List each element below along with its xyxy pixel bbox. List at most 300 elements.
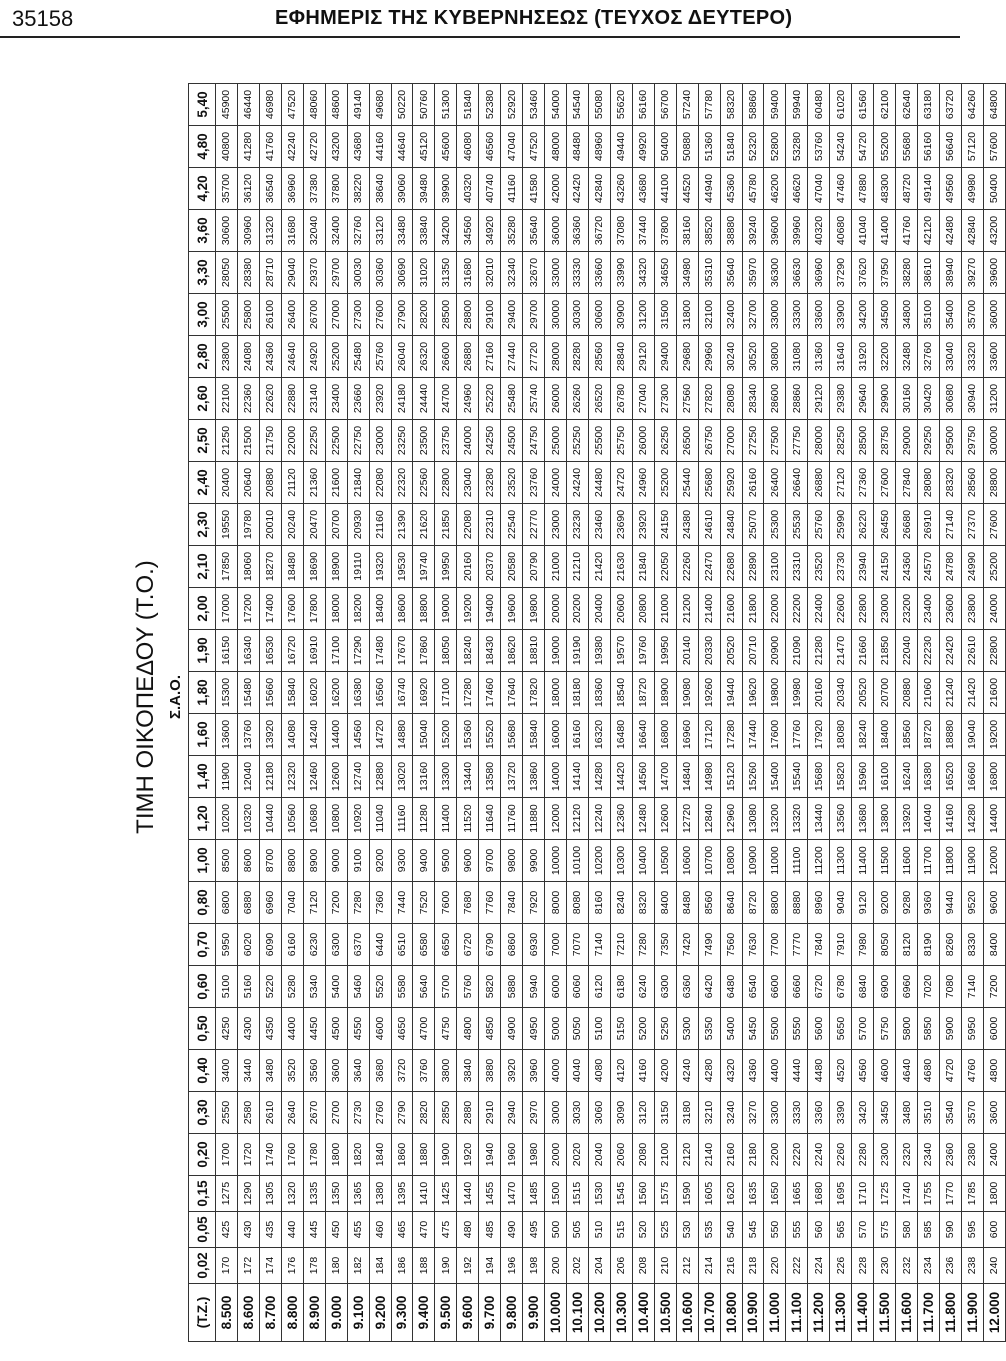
price-cell: 216	[720, 1248, 742, 1284]
price-cell: 25200	[325, 336, 347, 378]
price-cell: 21750	[259, 420, 281, 462]
price-cell: 38880	[720, 210, 742, 252]
price-cell: 234	[918, 1248, 940, 1284]
price-cell: 41160	[501, 168, 523, 210]
price-cell: 570	[852, 1212, 874, 1248]
price-cell: 48060	[303, 84, 325, 126]
price-cell: 12180	[259, 756, 281, 798]
price-cell: 4850	[479, 1008, 501, 1050]
price-cell: 24150	[654, 504, 676, 546]
price-cell: 2670	[303, 1092, 325, 1134]
page-number: 35158	[12, 6, 74, 31]
price-cell: 23200	[896, 588, 918, 630]
price-cell: 18540	[610, 672, 632, 714]
price-cell: 45600	[435, 126, 457, 168]
price-cell: 22400	[808, 588, 830, 630]
price-cell: 6930	[523, 924, 545, 966]
price-cell: 19800	[523, 588, 545, 630]
price-cell: 57780	[698, 84, 720, 126]
price-cell: 21850	[435, 504, 457, 546]
price-cell: 40320	[457, 168, 479, 210]
price-cell: 19400	[479, 588, 501, 630]
price-cell: 20640	[237, 462, 259, 504]
price-cell: 218	[742, 1248, 764, 1284]
price-cell: 1785	[961, 1176, 983, 1212]
price-cell: 28340	[742, 378, 764, 420]
price-cell: 25740	[523, 378, 545, 420]
price-cell: 28000	[808, 420, 830, 462]
price-cell: 9500	[435, 840, 457, 882]
price-cell: 19600	[501, 588, 523, 630]
price-cell: 18720	[632, 672, 654, 714]
price-cell: 48300	[874, 168, 896, 210]
price-cell: 24000	[545, 462, 567, 504]
price-cell: 13860	[523, 756, 545, 798]
price-cell: 12720	[676, 798, 698, 840]
price-cell: 46620	[786, 168, 808, 210]
price-cell: 26320	[413, 336, 435, 378]
price-cell: 10200	[216, 798, 238, 840]
price-cell: 7440	[391, 882, 413, 924]
table-row	[874, 84, 896, 1342]
price-cell: 24720	[610, 462, 632, 504]
price-cell: 24990	[961, 546, 983, 588]
price-cell: 7210	[610, 924, 632, 966]
sao-column-header: 2,10	[189, 546, 216, 588]
price-cell: 24180	[391, 378, 413, 420]
sao-column-header: 1,00	[189, 840, 216, 882]
price-cell: 4080	[588, 1050, 610, 1092]
price-cell: 1800	[983, 1176, 1005, 1212]
price-cell: 5520	[369, 966, 391, 1008]
price-cell: 23500	[413, 420, 435, 462]
price-cell: 55080	[588, 84, 610, 126]
price-cell: 27750	[786, 420, 808, 462]
price-cell: 1605	[698, 1176, 720, 1212]
price-cell: 10440	[259, 798, 281, 840]
price-cell: 26520	[588, 378, 610, 420]
price-cell: 28500	[435, 294, 457, 336]
price-cell: 15200	[435, 714, 457, 756]
price-cell: 4120	[610, 1050, 632, 1092]
price-cell: 3960	[523, 1050, 545, 1092]
price-cell: 20900	[764, 630, 786, 672]
price-cell: 39960	[786, 210, 808, 252]
price-cell: 28280	[567, 336, 589, 378]
price-cell: 29120	[632, 336, 654, 378]
price-cell: 43200	[325, 126, 347, 168]
price-cell: 3240	[720, 1092, 742, 1134]
price-cell: 64260	[961, 84, 983, 126]
price-cell: 7020	[918, 966, 940, 1008]
price-cell: 4600	[874, 1050, 896, 1092]
price-cell: 21600	[325, 462, 347, 504]
price-cell: 24700	[435, 378, 457, 420]
price-cell: 3560	[303, 1050, 325, 1092]
price-cell: 30600	[588, 294, 610, 336]
price-cell: 16240	[896, 756, 918, 798]
price-cell: 50220	[391, 84, 413, 126]
price-cell: 10800	[720, 840, 742, 882]
price-cell: 19380	[588, 630, 610, 672]
price-cell: 26000	[545, 378, 567, 420]
price-cell: 23920	[369, 378, 391, 420]
price-cell: 4480	[808, 1050, 830, 1092]
price-cell: 5950	[961, 1008, 983, 1050]
price-cell: 19440	[720, 672, 742, 714]
sao-column-header: 2,40	[189, 462, 216, 504]
price-cell: 37620	[852, 252, 874, 294]
tz-value: 12.000	[983, 1284, 1005, 1342]
price-cell: 1545	[610, 1176, 632, 1212]
price-cell: 29700	[325, 252, 347, 294]
price-cell: 25070	[742, 504, 764, 546]
price-cell: 18360	[588, 672, 610, 714]
price-cell: 22360	[237, 378, 259, 420]
price-cell: 2120	[676, 1134, 698, 1176]
price-cell: 40800	[216, 126, 238, 168]
price-cell: 1960	[501, 1134, 523, 1176]
price-cell: 8900	[303, 840, 325, 882]
price-cell: 13300	[435, 756, 457, 798]
price-cell: 6900	[874, 966, 896, 1008]
price-cell: 21400	[698, 588, 720, 630]
price-cell: 42840	[588, 168, 610, 210]
price-cell: 16000	[545, 714, 567, 756]
price-cell: 45120	[413, 126, 435, 168]
price-cell: 2790	[391, 1092, 413, 1134]
price-cell: 21280	[808, 630, 830, 672]
table-row	[939, 84, 961, 1342]
price-cell: 21840	[632, 546, 654, 588]
price-cell: 16380	[918, 756, 940, 798]
price-cell: 11640	[479, 798, 501, 840]
price-cell: 29250	[918, 420, 940, 462]
price-cell: 20930	[347, 504, 369, 546]
sao-column-header: 3,00	[189, 294, 216, 336]
price-cell: 32400	[720, 294, 742, 336]
price-cell: 34650	[654, 252, 676, 294]
price-cell: 14400	[983, 798, 1005, 840]
price-cell: 4300	[237, 1008, 259, 1050]
price-cell: 33840	[413, 210, 435, 252]
tz-value: 10.200	[588, 1284, 610, 1342]
price-cell: 228	[852, 1248, 874, 1284]
price-cell: 25760	[808, 504, 830, 546]
price-cell: 39270	[961, 252, 983, 294]
price-cell: 1740	[896, 1176, 918, 1212]
price-cell: 17800	[303, 588, 325, 630]
price-cell: 3270	[742, 1092, 764, 1134]
price-cell: 15120	[720, 756, 742, 798]
price-cell: 26910	[918, 504, 940, 546]
table-row	[654, 84, 676, 1342]
price-cell: 2910	[479, 1092, 501, 1134]
tz-value: 11.400	[852, 1284, 874, 1342]
price-cell: 3480	[896, 1092, 918, 1134]
table-row	[457, 84, 479, 1342]
price-cell: 14280	[961, 798, 983, 840]
price-cell: 21600	[720, 588, 742, 630]
price-cell: 9200	[874, 882, 896, 924]
price-cell: 9200	[369, 840, 391, 882]
price-cell: 27500	[764, 420, 786, 462]
price-cell: 25500	[216, 294, 238, 336]
price-cell: 23520	[501, 462, 523, 504]
price-cell: 19190	[567, 630, 589, 672]
price-cell: 2760	[369, 1092, 391, 1134]
price-cell: 4160	[632, 1050, 654, 1092]
price-cell: 4000	[545, 1050, 567, 1092]
price-cell: 19530	[391, 546, 413, 588]
price-cell: 7350	[654, 924, 676, 966]
price-cell: 22560	[413, 462, 435, 504]
price-cell: 24360	[259, 336, 281, 378]
table-row	[281, 84, 303, 1342]
price-cell: 20790	[523, 546, 545, 588]
price-cell: 9000	[325, 840, 347, 882]
price-cell: 51840	[457, 84, 479, 126]
price-cell: 5880	[501, 966, 523, 1008]
price-cell: 31680	[281, 210, 303, 252]
price-cell: 11040	[369, 798, 391, 840]
tz-value: 9.300	[391, 1284, 413, 1342]
tz-value: 8.700	[259, 1284, 281, 1342]
price-cell: 23760	[523, 462, 545, 504]
price-cell: 13720	[501, 756, 523, 798]
sao-column-header: 2,80	[189, 336, 216, 378]
price-cell: 1425	[435, 1176, 457, 1212]
price-cell: 34200	[435, 210, 457, 252]
price-cell: 15520	[479, 714, 501, 756]
price-cell: 39900	[435, 168, 457, 210]
price-cell: 18880	[939, 714, 961, 756]
price-cell: 44520	[676, 168, 698, 210]
price-cell: 174	[259, 1248, 281, 1284]
price-cell: 17670	[391, 630, 413, 672]
price-cell: 20200	[567, 588, 589, 630]
price-cell: 8240	[610, 882, 632, 924]
price-cell: 2000	[545, 1134, 567, 1176]
price-cell: 2220	[786, 1134, 808, 1176]
price-cell: 6300	[325, 924, 347, 966]
price-cell: 22000	[281, 420, 303, 462]
price-cell: 6060	[567, 966, 589, 1008]
price-cell: 1760	[281, 1134, 303, 1176]
price-cell: 30300	[567, 294, 589, 336]
price-cell: 6780	[830, 966, 852, 1008]
price-cell: 1740	[259, 1134, 281, 1176]
price-cell: 2700	[325, 1092, 347, 1134]
price-cell: 4200	[654, 1050, 676, 1092]
price-cell: 6510	[391, 924, 413, 966]
price-cell: 5700	[852, 1008, 874, 1050]
price-cell: 28560	[588, 336, 610, 378]
price-cell: 44940	[698, 168, 720, 210]
price-cell: 18050	[435, 630, 457, 672]
price-cell: 29960	[698, 336, 720, 378]
price-cell: 2320	[896, 1134, 918, 1176]
price-cell: 14880	[391, 714, 413, 756]
price-cell: 1700	[216, 1134, 238, 1176]
price-cell: 31800	[676, 294, 698, 336]
price-cell: 222	[786, 1248, 808, 1284]
price-cell: 47520	[281, 84, 303, 126]
price-cell: 26500	[676, 420, 698, 462]
price-cell: 51300	[435, 84, 457, 126]
price-cell: 19040	[961, 714, 983, 756]
price-cell: 1665	[786, 1176, 808, 1212]
table-row	[479, 84, 501, 1342]
price-cell: 21000	[654, 588, 676, 630]
table-row	[764, 84, 786, 1342]
price-cell: 17860	[413, 630, 435, 672]
price-cell: 50760	[413, 84, 435, 126]
price-cell: 7600	[435, 882, 457, 924]
price-cell: 26000	[632, 420, 654, 462]
price-cell: 450	[325, 1212, 347, 1248]
price-cell: 26750	[698, 420, 720, 462]
price-cell: 20370	[479, 546, 501, 588]
price-cell: 15040	[413, 714, 435, 756]
price-cell: 3640	[347, 1050, 369, 1092]
price-cell: 19950	[654, 630, 676, 672]
price-cell: 25300	[764, 504, 786, 546]
tz-value: 8.500	[216, 1284, 238, 1342]
price-cell: 62100	[874, 84, 896, 126]
price-cell: 10500	[654, 840, 676, 882]
price-cell: 21120	[281, 462, 303, 504]
price-cell: 22680	[720, 546, 742, 588]
price-cell: 24240	[567, 462, 589, 504]
price-cell: 48000	[545, 126, 567, 168]
price-cell: 22250	[303, 420, 325, 462]
price-cell: 22540	[501, 504, 523, 546]
price-cell: 33000	[545, 252, 567, 294]
price-cell: 595	[961, 1212, 983, 1248]
sao-column-header: 3,60	[189, 210, 216, 252]
price-cell: 2060	[610, 1134, 632, 1176]
price-cell: 1380	[369, 1176, 391, 1212]
price-cell: 34560	[457, 210, 479, 252]
price-cell: 10000	[545, 840, 567, 882]
price-cell: 20700	[325, 504, 347, 546]
price-cell: 24780	[939, 546, 961, 588]
price-cell: 11600	[896, 840, 918, 882]
price-cell: 20600	[610, 588, 632, 630]
price-cell: 11400	[435, 798, 457, 840]
price-cell: 13580	[479, 756, 501, 798]
price-cell: 35970	[742, 252, 764, 294]
price-cell: 12960	[720, 798, 742, 840]
price-cell: 9040	[830, 882, 852, 924]
price-cell: 27000	[325, 294, 347, 336]
price-cell: 30940	[961, 378, 983, 420]
price-cell: 8260	[939, 924, 961, 966]
price-cell: 54240	[830, 126, 852, 168]
price-cell: 25750	[610, 420, 632, 462]
price-cell: 12360	[610, 798, 632, 840]
price-cell: 460	[369, 1212, 391, 1248]
price-cell: 224	[808, 1248, 830, 1284]
price-cell: 35280	[501, 210, 523, 252]
price-cell: 4320	[720, 1050, 742, 1092]
price-cell: 23460	[588, 504, 610, 546]
price-cell: 42120	[918, 210, 940, 252]
price-cell: 8320	[632, 882, 654, 924]
price-cell: 48720	[896, 168, 918, 210]
table-row	[325, 84, 347, 1342]
sao-column-header: 0,20	[189, 1134, 216, 1176]
price-cell: 3600	[983, 1092, 1005, 1134]
price-cell: 41040	[852, 210, 874, 252]
table-row	[391, 84, 413, 1342]
price-cell: 13440	[457, 756, 479, 798]
sao-label: Σ.Α.Ο.	[167, 675, 184, 720]
price-cell: 6800	[216, 882, 238, 924]
price-cell: 18480	[281, 546, 303, 588]
price-cell: 11100	[786, 840, 808, 882]
price-cell: 3510	[918, 1092, 940, 1134]
price-cell: 10200	[588, 840, 610, 882]
price-cell: 435	[259, 1212, 281, 1248]
price-cell: 7080	[939, 966, 961, 1008]
price-cell: 8560	[698, 882, 720, 924]
price-cell: 1575	[654, 1176, 676, 1212]
price-cell: 27300	[347, 294, 369, 336]
price-cell: 13200	[764, 798, 786, 840]
price-cell: 495	[523, 1212, 545, 1248]
price-cell: 17600	[764, 714, 786, 756]
price-cell: 9300	[391, 840, 413, 882]
price-cell: 27040	[632, 378, 654, 420]
price-cell: 16800	[983, 756, 1005, 798]
price-cell: 35640	[720, 252, 742, 294]
price-cell: 1770	[939, 1176, 961, 1212]
price-cell: 25760	[369, 336, 391, 378]
table-header-row	[189, 84, 216, 1342]
price-cell: 29120	[808, 378, 830, 420]
table-row	[808, 84, 830, 1342]
price-cell: 6160	[281, 924, 303, 966]
price-cell: 22200	[786, 588, 808, 630]
price-cell: 23280	[479, 462, 501, 504]
price-cell: 14140	[567, 756, 589, 798]
price-cell: 21200	[676, 588, 698, 630]
price-cell: 515	[610, 1212, 632, 1248]
price-cell: 13920	[259, 714, 281, 756]
price-cell: 530	[676, 1212, 698, 1248]
price-cell: 27840	[896, 462, 918, 504]
price-cell: 11520	[457, 798, 479, 840]
price-cell: 21470	[830, 630, 852, 672]
price-cell: 7910	[830, 924, 852, 966]
price-cell: 34500	[874, 294, 896, 336]
price-cell: 19200	[983, 714, 1005, 756]
price-cell: 30600	[216, 210, 238, 252]
price-cell: 22600	[830, 588, 852, 630]
price-cell: 19080	[676, 672, 698, 714]
price-cell: 15840	[523, 714, 545, 756]
price-cell: 18060	[237, 546, 259, 588]
price-cell: 12000	[545, 798, 567, 840]
price-cell: 22500	[325, 420, 347, 462]
price-cell: 2580	[237, 1092, 259, 1134]
tz-value: 8.600	[237, 1284, 259, 1342]
price-cell: 22050	[654, 546, 676, 588]
price-cell: 26100	[259, 294, 281, 336]
price-cell: 29400	[501, 294, 523, 336]
